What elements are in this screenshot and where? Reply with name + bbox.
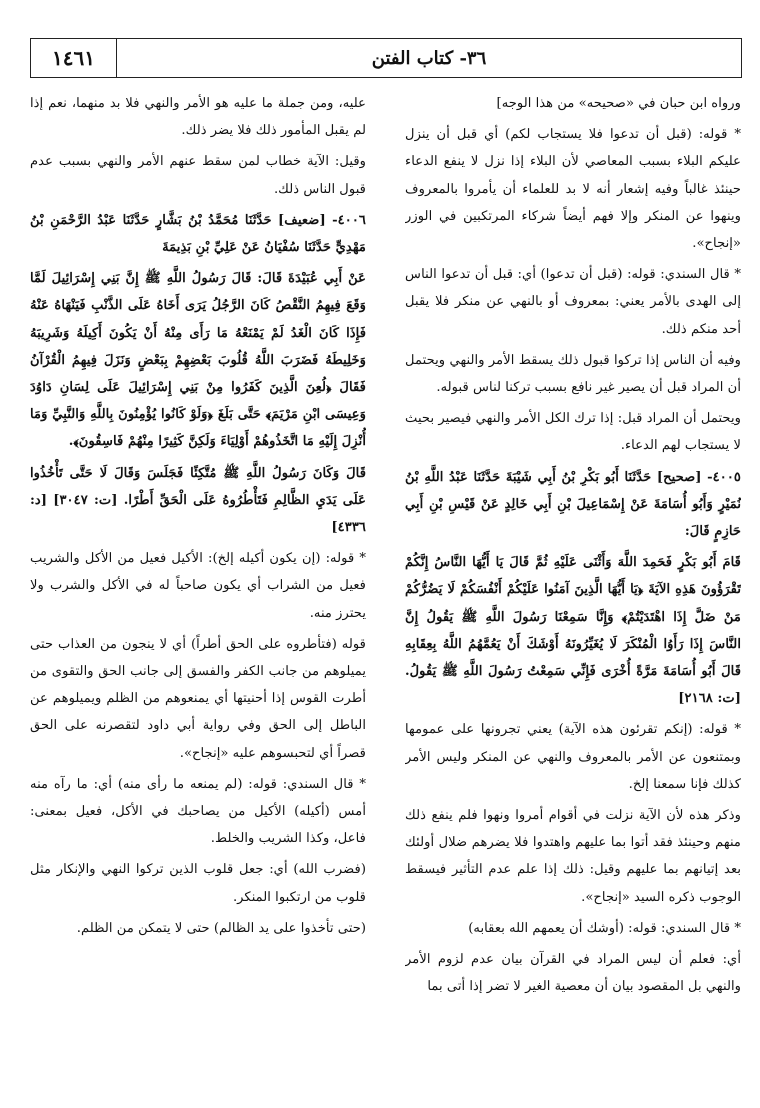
paragraph: * قال السندي: قوله: (قبل أن تدعوا) أي: قبل أن تدعوا الناس إلى الهدى بالأمر يعني: بمعروف أو بالنهي عن منكر فلا يقبل أحد منكم ذلك. [405, 267, 741, 337]
paragraph: قوله (فتأطروه على الحق أطراً) أي لا ينجون من العذاب حتى يميلوهم من جانب الكفر والفسق إلى جانب الحق والتقوى من أطرت القوس إذا أحنيتها أي يمنعوهم من الظلم ويميلوهم عن الباطل إلى الحق وفي رواية أبي داود لتقصرنه على الحق قصراً أي لتحبسوهم عليه «إنجاح». [30, 636, 366, 761]
page-number: ١٤٦١ [31, 39, 117, 77]
paragraph: أي: فعلم أن ليس المراد في القرآن بيان عدم لزوم الأمر والنهي بل المقصود بيان أن معصية الغير لا تضر إذا أتى بما [405, 952, 741, 995]
chapter-title: ٣٦- كتاب الفتن [371, 47, 487, 69]
hadith-isnad: ٤٠٠٦- [ضعيف] حَدَّثَنَا مُحَمَّدُ بْنُ بَشَّارٍ حَدَّثَنَا عَبْدُ الرَّحْمَنِ بْنُ مَهْدِيٍّ حَدَّثَنَا سُفْيَانُ عَنْ عَلِيِّ بْنِ بَذِيمَةَ [30, 212, 366, 256]
hadith-matn: عَنْ أَبِي عُبَيْدَةَ قَالَ: قَالَ رَسُولُ اللَّهِ ﷺ إِنَّ بَنِي إِسْرَائِيلَ لَمَّا وَقَعَ فِيهِمُ النَّقْصُ كَانَ الرَّجُلُ يَرَى أَخَاهُ عَلَى الذَّنْبِ فَيَنْهَاهُ عَنْهُ فَإِذَا كَانَ الْغَدُ لَمْ يَمْنَعْهُ مَا رَأَى مِنْهُ أَنْ يَكُونَ أَكِيلَهُ وَشَرِيبَهُ وَخَلِيطَهُ فَضَرَبَ اللَّهُ قُلُوبَ بَعْضِهِمْ بِبَعْضٍ وَنَزَلَ فِيهِمُ الْقُرْآنُ فَقَالَ ﴿لُعِنَ الَّذِينَ كَفَرُوا مِنْ بَنِي إِسْرَائِيلَ عَلَى لِسَانِ دَاوُدَ وَعِيسَى ابْنِ مَرْيَمَ﴾ حَتَّى بَلَغَ ﴿وَلَوْ كَانُوا يُؤْمِنُونَ بِاللَّهِ وَالنَّبِيِّ وَمَا أُنْزِلَ إِلَيْهِ مَا اتَّخَذُوهُمْ أَوْلِيَاءَ وَلَكِنَّ كَثِيرًا مِنْهُمْ فَاسِقُونَ﴾. [30, 271, 366, 450]
paragraph: وذكر هذه لأن الآية نزلت في أقوام أمروا ونهوا فلم ينفع ذلك منهم وحينئذ فقد أتوا بما عليهم واهتدوا فلا يضرهم ضلال أولئك بعد إتيانهم بما عليهم وقيل: ذلك إذا علم عدم التأثير فيسقط الوجوب ذكره السيد «إنجاح». [405, 808, 741, 905]
hadith-matn: قَامَ أَبُو بَكْرٍ فَحَمِدَ اللَّهَ وَأَثْنَى عَلَيْهِ ثُمَّ قَالَ يَا أَيُّهَا النَّاسُ إِنَّكُمْ تَقْرَؤُونَ هَذِهِ الآيَةَ ﴿يَا أَيُّهَا الَّذِينَ آمَنُوا عَلَيْكُمْ أَنْفُسَكُمْ لَا يَضُرُّكُمْ مَنْ ضَلَّ إِذَا اهْتَدَيْتُمْ﴾ وَإِنَّا سَمِعْنَا رَسُولَ اللَّهِ ﷺ يَقُولُ إِنَّ النَّاسَ إِذَا رَأَوُا الْمُنْكَرَ لَا يُغَيِّرُونَهُ أَوْشَكَ أَنْ يَعُمَّهُمُ اللَّهُ بِعِقَابِهِ قَالَ أَبُو أُسَامَةَ مَرَّةً أُخْرَى فَإِنِّي سَمِعْتُ رَسُولَ اللَّهِ ﷺ يَقُولُ. [ت: ٢١٦٨] [405, 555, 741, 707]
paragraph: ويحتمل أن المراد قبل: إذا ترك الكل الأمر والنهي فيصير بحيث لا يستجاب لهم الدعاء. [405, 411, 741, 454]
page-header [30, 38, 742, 78]
paragraph: (حتى تأخذوا على يد الظالم) حتى لا يتمكن من الظلم. [76, 920, 366, 936]
paragraph: ورواه ابن حبان في «صحيحه» من هذا الوجه] [496, 96, 741, 111]
paragraph: (فضرب الله) أي: جعل قلوب الذين تركوا النهي والإنكار مثل قلوب من ارتكبوا المنكر. [30, 862, 366, 905]
paragraph: * قوله: (إن يكون أكيله إلخ): الأكيل فعيل من الأكل والشريب فعيل من الشراب أي يكون صاحباً له في الأكل والشرب ولا يحترز منه. [30, 551, 366, 621]
paragraph: * قال السندي: قوله: (أوشك أن يعمهم الله بعقابه) [468, 920, 741, 936]
hadith-isnad: ٤٠٠٥- [صحيح] حَدَّثَنَا أَبُو بَكْرِ بْنُ أَبِي شَيْبَةَ حَدَّثَنَا عَبْدُ اللَّهِ بْنُ نُمَيْرٍ وَأَبُو أُسَامَةَ عَنْ إِسْمَاعِيلَ بْنِ أَبِي خَالِدٍ عَنْ قَيْسِ بْنِ أَبِي حَازِمٍ قَالَ: [405, 469, 741, 540]
hadith-matn: قَالَ وَكَانَ رَسُولُ اللَّهِ ﷺ مُتَّكِئًا فَجَلَسَ وَقَالَ لَا حَتَّى تَأْخُذُوا عَلَى يَدَيِ الظَّالِمِ فَتَأْطُرُوهُ عَلَى الْحَقِّ أَطْرًا. [ت: ٣٠٤٧] [د: ٤٣٣٦] [30, 465, 366, 536]
paragraph: وقيل: الآية خطاب لمن سقط عنهم الأمر والنهي بسبب عدم قبول الناس ذلك. [30, 154, 366, 197]
left-column [30, 90, 366, 1090]
paragraph: * قوله: (إنكم تقرئون هذه الآية) يعني تجرونها على عمومها وبمتنعون عن الأمر بالمعروف والنهي عن المنكر وليس الأمر كذلك فإنا سمعنا إلخ. [405, 722, 741, 792]
paragraph: عليه، ومن جملة ما عليه هو الأمر والنهي فلا بد منهما، نعم إذا لم يقبل المأمور ذلك فلا يضر ذلك. [30, 96, 366, 139]
paragraph: * قوله: (قبل أن تدعوا فلا يستجاب لكم) أي قبل أن ينزل عليكم البلاء بسبب المعاصي لأن البلاء إذا نزل لا ينفع الدعاء حينئذ غالباً وفيه إشعار أنه لا بد للعلماء أن يأمروا بالمعروف وينهوا عن المنكر وإلا فهم أيضاً شركاء المرتكبين في الوزر «إنجاح». [405, 127, 741, 252]
paragraph: * قال السندي: قوله: (لم يمنعه ما رأى منه) أي: ما رآه منه أمس (أكيله) الأكيل من يصاحبك في الأكل، فعيل بمعنى: فاعل، وكذا الشريب والخلط. [30, 776, 366, 847]
right-column [405, 90, 741, 1090]
paragraph: وفيه أن الناس إذا تركوا قبول ذلك يسقط الأمر والنهي ويحتمل أن المراد قبل أن يصير غير نافع بسبب تركنا لناس قبوله. [405, 352, 741, 396]
